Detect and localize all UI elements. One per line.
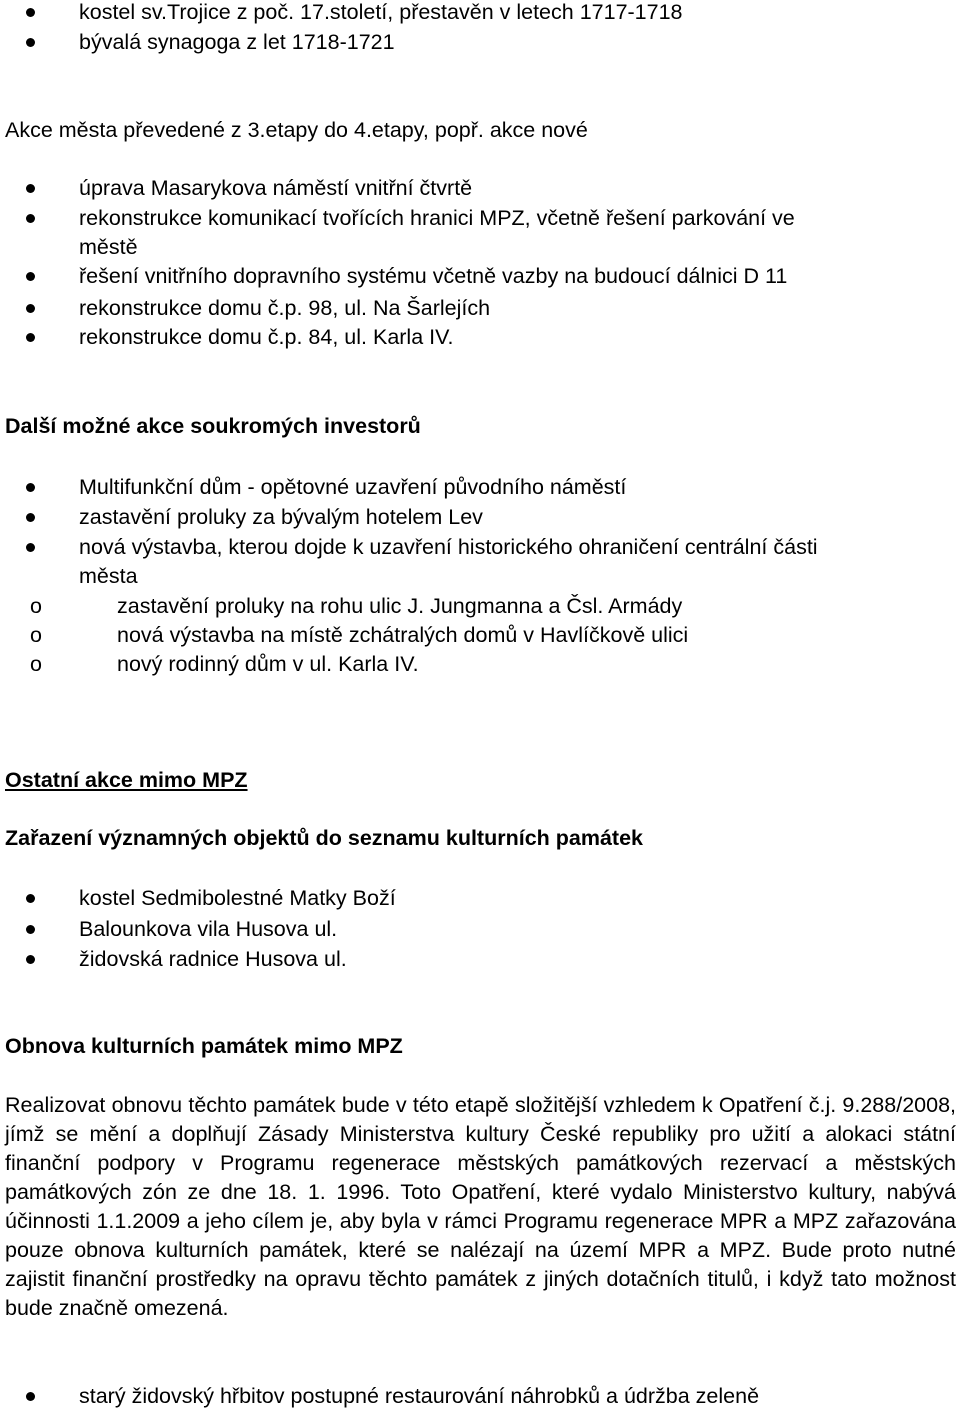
circle-bullet-icon: o [30, 594, 42, 618]
list-item [0, 884, 960, 913]
list-item-text: Multifunkční dům - opětovné uzavření původního náměstí [79, 475, 627, 499]
list-item-continuation [0, 562, 960, 591]
list-item-text: řešení vnitřního dopravního systému včetně vazby na budoucí dálnici D 11 [79, 264, 788, 288]
section-private-heading: Další možné akce soukromých investorů [5, 414, 421, 438]
list-item-continuation [0, 233, 960, 262]
section-transfer-heading: Akce města převedené z 3.etapy do 4.etapy, popř. akce nové [5, 118, 588, 142]
list-item [0, 945, 960, 974]
list-item-text: rekonstrukce komunikací tvořících hranici MPZ, včetně řešení parkování ve [79, 206, 795, 230]
list-item-text: rekonstrukce domu č.p. 84, ul. Karla IV. [79, 325, 454, 349]
list-item-text: židovská radnice Husova ul. [79, 947, 347, 971]
section-heading [0, 412, 960, 441]
section-renewal-heading: Obnova kulturních památek mimo MPZ [5, 1034, 403, 1058]
list-item-text: bývalá synagoga z let 1718-1721 [79, 30, 395, 54]
bullet-icon [26, 513, 35, 522]
sub-list-item-text: nová výstavba na místě zchátralých domů v Havlíčkově ulici [117, 623, 689, 647]
section-heading [0, 766, 960, 795]
list-item-text: rekonstrukce domu č.p. 98, ul. Na Šarlejích [79, 296, 491, 320]
list-item [0, 294, 960, 323]
sub-list-item-text: nový rodinný dům v ul. Karla IV. [117, 652, 419, 676]
circle-bullet-icon: o [30, 623, 42, 647]
bullet-icon [26, 925, 35, 934]
sub-list-item [0, 621, 960, 650]
bullet-icon [26, 955, 35, 964]
list-item [0, 0, 960, 27]
bullet-icon [26, 184, 35, 193]
list-item-text: kostel sv.Trojice z poč. 17.století, přestavěn v letech 1717-1718 [79, 0, 683, 24]
bullet-icon [26, 483, 35, 492]
list-item [0, 28, 960, 57]
bullet-icon [26, 304, 35, 313]
sub-list-item-text: zastavění proluky na rohu ulic J. Jungmanna a Čsl. Armády [117, 594, 683, 618]
list-item [0, 174, 960, 203]
list-item-text: Balounkova vila Husova ul. [79, 917, 338, 941]
bullet-icon [26, 894, 35, 903]
list-item-text: nová výstavba, kterou dojde k uzavření historického ohraničení centrální části [79, 535, 818, 559]
list-item-text: starý židovský hřbitov postupné restaurování náhrobků a údržba zeleně [79, 1384, 760, 1408]
bullet-icon [26, 1392, 35, 1401]
list-item [0, 1382, 960, 1411]
section-heading [0, 1032, 960, 1061]
sub-list-item [0, 592, 960, 621]
list-item-text: městě [79, 235, 138, 259]
section-heading [0, 116, 960, 145]
list-item [0, 473, 960, 502]
bullet-icon [26, 38, 35, 47]
paragraph-text: Realizovat obnovu těchto památek bude v této etapě složitější vzhledem k Opatření č.j. 9.288/2008, jímž se mění a doplňují Zásady Ministerstva kultury České republiky pro užití a alokaci státní finanční podpory v Programu regenerace městských památkových rezervací a městských památkových zón ze dne 18. 1. 1996. Toto Opatření, které vydalo Ministerstvo kultury, nabývá účinnosti 1.1.2009 a jeho cílem je, aby byla v rámci Programu regenerace MPR a MPZ zařazována pouze obnova kulturních památek, které se nalézají na území MPR a MPZ. Bude proto nutné zajistit finanční prostředky na opravu těchto památek z jiných dotačních titulů, i když tato možnost bude značně omezená. [5, 1093, 956, 1320]
list-item [0, 204, 960, 233]
list-item [0, 323, 960, 352]
list-item [0, 533, 960, 562]
list-item [0, 262, 960, 291]
list-item [0, 503, 960, 532]
list-item [0, 915, 960, 944]
list-item-text: úprava Masarykova náměstí vnitřní čtvrtě [79, 176, 473, 200]
bullet-icon [26, 333, 35, 342]
section-other-heading: Ostatní akce mimo MPZ [5, 768, 248, 792]
bullet-icon [26, 214, 35, 223]
bullet-icon [26, 8, 35, 17]
bullet-icon [26, 543, 35, 552]
section-subheading [0, 824, 960, 853]
body-paragraph [5, 1091, 956, 1323]
sub-list-item [0, 650, 960, 679]
list-item-text: kostel Sedmibolestné Matky Boží [79, 886, 396, 910]
bullet-icon [26, 272, 35, 281]
list-item-text: města [79, 564, 138, 588]
list-item-text: zastavění proluky za bývalým hotelem Lev [79, 505, 483, 529]
section-other-subheading: Zařazení významných objektů do seznamu kulturních památek [5, 826, 643, 850]
circle-bullet-icon: o [30, 652, 42, 676]
